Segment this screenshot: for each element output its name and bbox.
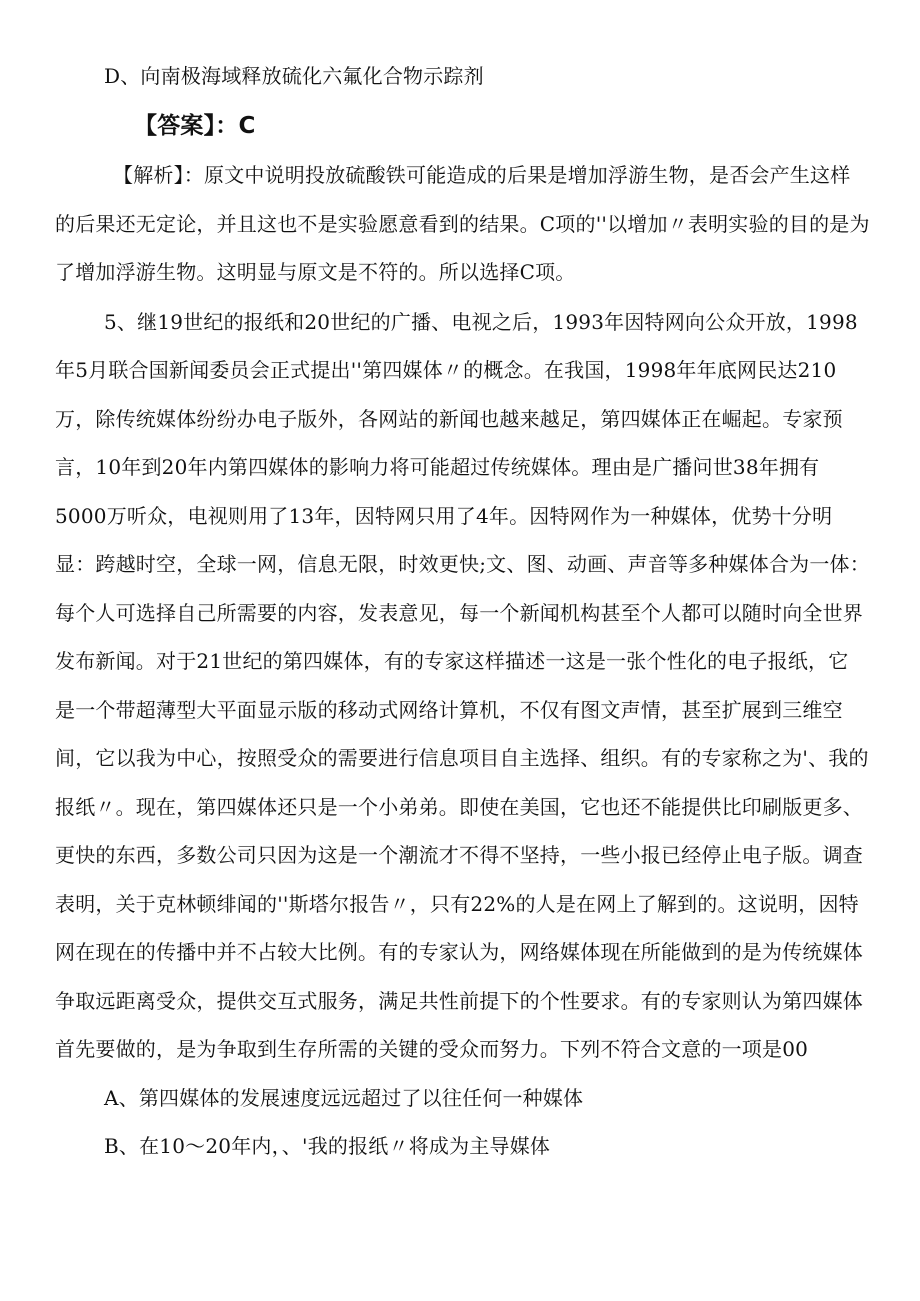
question-line: 言，10年到20年内第四媒体的影响力将可能超过传统媒体。理由是广播问世38年拥有 — [55, 455, 820, 479]
option-b: B、在10〜20年内，、'我的报纸〃将成为主导媒体 — [104, 1134, 551, 1158]
analysis-line: 【解析】：原文中说明投放硫酸铁可能造成的后果是增加浮游生物，是否会产生这样 — [113, 163, 851, 187]
question-line: 年5月联合国新闻委员会正式提出''第四媒体〃的概念。在我国，1998年年底网民达210 — [55, 358, 837, 382]
question-line: 每个人可选择自己所需要的内容，发表意见，每一个新闻机构甚至个人都可以随时向全世界 — [55, 601, 863, 625]
option-d-previous: D、向南极海域释放硫化六氟化合物示踪剂 — [104, 64, 484, 88]
question-line: 更快的东西，多数公司只因为这是一个潮流才不得不坚持，一些小报已经停止电子版。调查 — [55, 843, 863, 867]
question-line: 间，它以我为中心，按照受众的需要进行信息项目自主选择、组织。有的专家称之为'、我的 — [55, 746, 869, 770]
question-line: 报纸〃。现在，第四媒体还只是一个小弟弟。即使在美国，它也还不能提供比印刷版更多、 — [55, 795, 863, 819]
question-line: 争取远距离受众，提供交互式服务，满足共性前提下的个性要求。有的专家则认为第四媒体 — [55, 989, 863, 1013]
question-line: 万，除传统媒体纷纷办电子版外，各网站的新闻也越来越足，第四媒体正在崛起。专家预 — [55, 407, 843, 431]
question-line: 首先要做的，是为争取到生存所需的关键的受众而努力。下列不符合文意的一项是00 — [55, 1037, 809, 1061]
question-line: 发布新闻。对于21世纪的第四媒体，有的专家这样描述一这是一张个性化的电子报纸，它 — [55, 649, 849, 673]
question-line: 是一个带超薄型大平面显示版的移动式网络计算机，不仅有图文声情，甚至扩展到三维空 — [55, 698, 843, 722]
question-line: 显：跨越时空，全球一网，信息无限，时效更快;文、图、动画、声音等多种媒体合为一体： — [55, 552, 870, 576]
analysis-line: 的后果还无定论，并且这也不是实验愿意看到的结果。C项的''以增加〃表明实验的目的是为 — [55, 212, 870, 236]
analysis-line: 了增加浮游生物。这明显与原文是不符的。所以选择C项。 — [55, 260, 576, 284]
question-line: 网在现在的传播中并不占较大比例。有的专家认为，网络媒体现在所能做到的是为传统媒体 — [55, 940, 863, 964]
option-a: A、第四媒体的发展速度远远超过了以往任何一种媒体 — [104, 1086, 584, 1110]
question-line: 表明，关于克林顿绯闻的''斯塔尔报告〃，只有22%的人是在网上了解到的。这说明，因特 — [55, 892, 859, 916]
question-line: 5、继19世纪的报纸和20世纪的广播、电视之后，1993年因特网向公众开放，1998 — [104, 310, 858, 334]
answer-line: 【答案】：C — [134, 113, 256, 139]
question-line: 5000万听众，电视则用了13年，因特网只用了4年。因特网作为一种媒体，优势十分明 — [55, 504, 833, 528]
